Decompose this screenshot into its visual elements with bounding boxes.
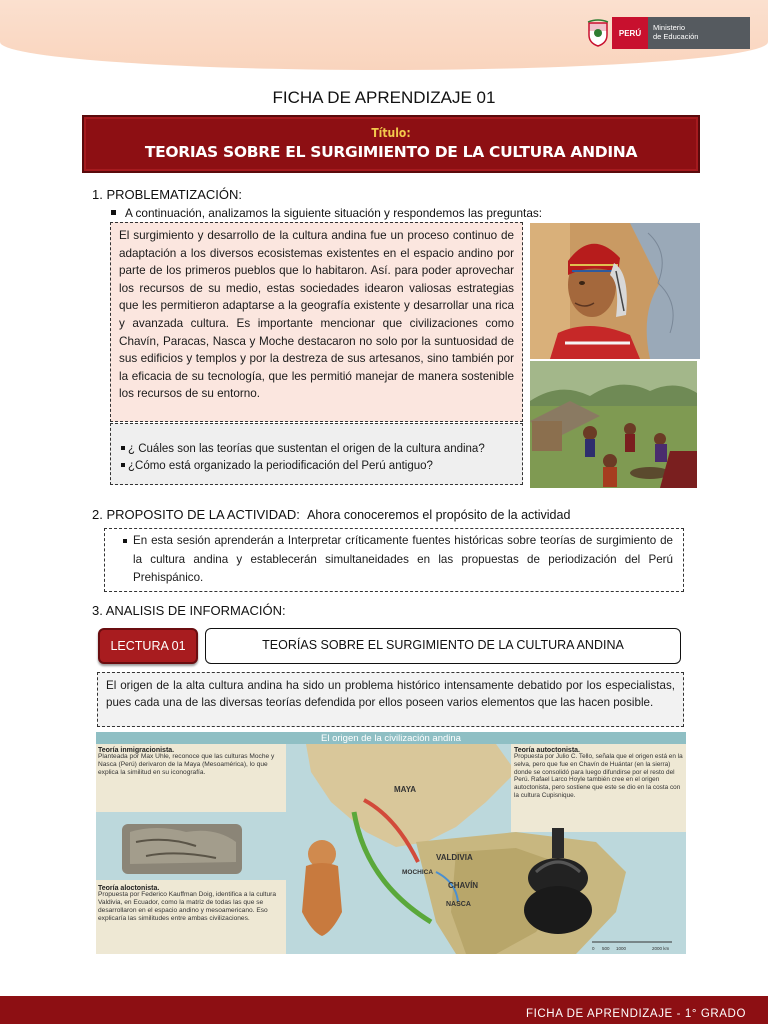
theory-auto-title: Teoría autoctonista.: [514, 747, 580, 754]
theory-inmig-text: Planteada por Max Uhle, reconoce que las culturas Moche y Nasca (Perú) derivaron de la Maya (Mesoamérica), lo que explica la similitud en su iconografía.: [98, 753, 275, 776]
footer-text: FICHA DE APRENDIZAJE - 1° GRADO: [525, 1008, 746, 1020]
andean-man-image: [530, 223, 700, 359]
map-label-valdivia: VALDIVIA: [436, 853, 473, 862]
title-label: Título:: [371, 126, 411, 140]
svg-text:1000: 1000: [616, 946, 627, 951]
section-1-intro: A continuación, analizamos la siguiente situación y respondemos las preguntas:: [111, 206, 542, 220]
lectura-badge: LECTURA 01: [98, 628, 198, 664]
title-text: TEORIAS SOBRE EL SURGIMIENTO DE LA CULTURA ANDINA: [144, 143, 638, 161]
bullet-icon: [123, 539, 127, 543]
civilization-origin-map: [96, 732, 686, 954]
title-banner: [82, 115, 700, 173]
purpose-box: En esta sesión aprenderán a Interpretar críticamente fuentes históricas sobre teorías de surgimiento de la cultura andina y establecerán simultaneidades en las propuestas de periodización del Perú Prehispánico.: [104, 528, 684, 592]
theory-inmig-title: Teoría inmigracionista.: [98, 747, 175, 754]
map-label-mochica: MOCHICA: [402, 869, 434, 876]
lectura-text-box: El origen de la alta cultura andina ha sido un problema histórico intensamente debatido por los especialistas, pues cada una de las diversas teorías defendida por ellos poseen varios elementos que las hacen posible.: [97, 672, 684, 727]
bullet-icon: [121, 446, 125, 450]
question-item: ¿Cómo está organizado la periodificación del Perú antiguo?: [121, 458, 522, 475]
map-label-nasca: NASCA: [446, 901, 471, 908]
svg-text:500: 500: [602, 946, 610, 951]
problem-text-box: El surgimiento y desarrollo de la cultura andina fue un proceso continuo de adaptación a los diversos ecosistemas existentes en el espacio andino por parte de los primeros pueblos que lo habitaron. Así. para poder aprovechar los recursos de su medio, estas sociedades idearon valiosas estrategias que les permitieron adaptarse a la geografía existente y desarrollar una rica y avanzada cultura. Es importante mencionar que civilizaciones como Chavín, Paracas, Nasca y Moche destacaron no solo por la suntuosidad de sus edificios y templos y por la destreza de sus artesanos, sino también por la eficacia de su tecnología, que les permitió manejar de manera sostenible los recursos de su entorno.: [110, 222, 523, 422]
section-3-heading: 3. ANALISIS DE INFORMACIÓN:: [92, 603, 286, 618]
andean-village-image: [530, 361, 697, 488]
section-1-heading: 1. PROBLEMATIZACIÓN:: [92, 187, 243, 202]
peru-shield-icon: [584, 17, 612, 49]
question-item: ¿ Cuáles son las teorías que sustentan el origen de la cultura andina?: [121, 441, 522, 458]
map-label-maya: MAYA: [394, 785, 417, 794]
theory-aloc-text: Propuesta por Federico Kauffman Doig, identifica a la cultura Valdivia, en Ecuador, como la matriz de todas las que se desarrollaron en el espacio andino y mesoamericano. Eso explicaría las similitudes entre ambas civilizaciones.: [98, 891, 277, 922]
section-2-heading: 2. PROPOSITO DE LA ACTIVIDAD: Ahora conoceremos el propósito de la actividad: [92, 507, 571, 522]
svg-text:0: 0: [592, 946, 595, 951]
theory-aloc-title: Teoría aloctonista.: [98, 885, 160, 892]
logo-ministry-label: Ministerio de Educación: [648, 17, 750, 49]
bullet-icon: [111, 210, 116, 215]
map-label-chavin: CHAVÍN: [448, 881, 479, 890]
map-title: El origen de la civilización andina: [321, 733, 461, 744]
theory-auto-text: Propuesta por Julio C. Tello, señala que el origen está en la selva, pero que fue en Chavín de Huántar (en la sierra) donde se consolidó para luego difundirse por el resto del Perú. Rafael Larco Hoyle también cree en el origen autoctonista, pero sostiene que este se dio en la costa con la cultura Cupisnique.: [514, 753, 683, 799]
document-title: FICHA DE APRENDIZAJE 01: [272, 88, 496, 107]
logo-peru-label: PERÚ: [612, 17, 648, 49]
svg-text:2000 km: 2000 km: [652, 946, 670, 951]
questions-box: [110, 423, 523, 485]
ministry-logo: [584, 17, 750, 49]
bullet-icon: [121, 463, 125, 467]
lectura-title: TEORÍAS SOBRE EL SURGIMIENTO DE LA CULTURA ANDINA: [205, 628, 681, 664]
